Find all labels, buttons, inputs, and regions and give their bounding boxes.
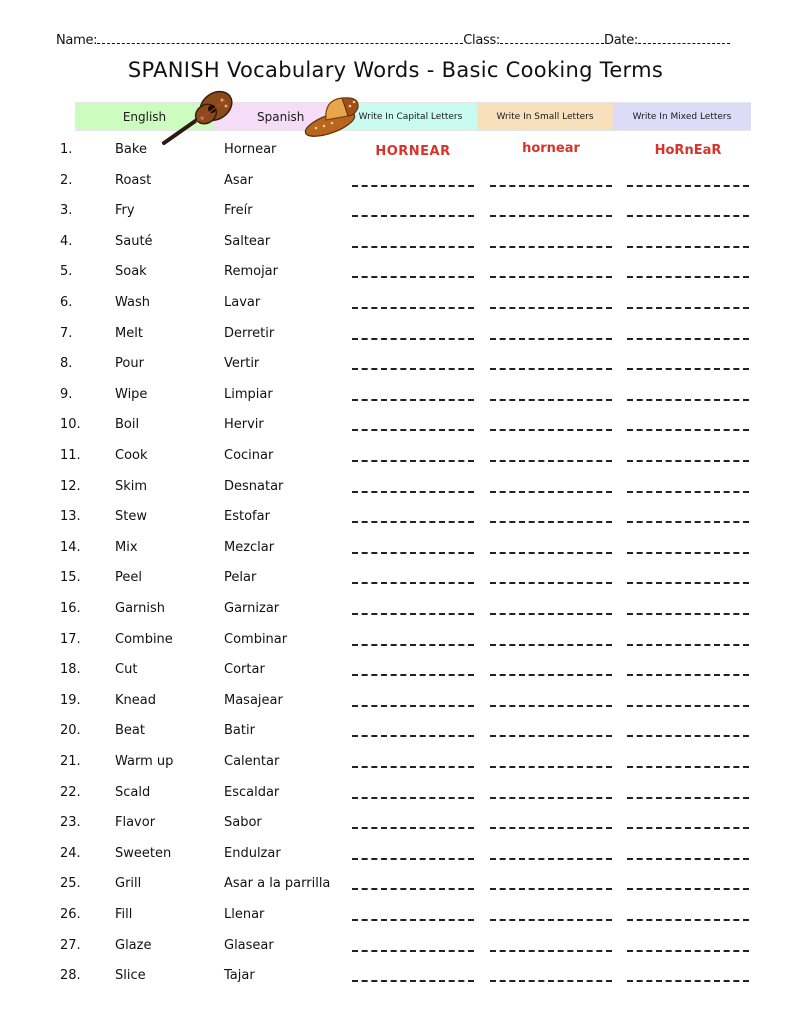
english-word: Mix — [115, 539, 138, 555]
row-number: 22. — [60, 784, 81, 800]
capital-letters-blank[interactable] — [352, 552, 474, 554]
english-word: Wash — [115, 295, 151, 310]
vocab-row — [0, 171, 791, 193]
small-letters-blank[interactable] — [490, 399, 612, 401]
capital-letters-blank[interactable] — [352, 521, 474, 523]
mixed-letters-blank[interactable] — [627, 460, 749, 462]
mixed-letters-blank[interactable] — [627, 613, 749, 615]
english-word: Beat — [115, 723, 145, 739]
capital-letters-blank[interactable] — [352, 368, 474, 370]
mixed-letters-blank[interactable] — [627, 705, 749, 707]
spanish-word: Pelar — [224, 570, 257, 586]
header-spanish: Spanish — [214, 103, 344, 130]
english-word: Bake — [115, 142, 147, 157]
guitar-icon — [156, 88, 236, 148]
capital-letters-blank[interactable] — [352, 674, 474, 676]
name-label: Name: — [56, 33, 98, 48]
spanish-word: Tajar — [224, 968, 255, 984]
small-letters-blank[interactable] — [490, 491, 612, 493]
header-small-letters: Write In Small Letters — [477, 103, 613, 130]
row-number: 18. — [60, 662, 81, 678]
header-mixed-letters: Write In Mixed Letters — [613, 103, 751, 130]
english-word: Pour — [115, 356, 144, 372]
row-number: 5. — [60, 264, 73, 280]
small-letters-blank[interactable] — [490, 582, 612, 584]
vocab-row — [0, 293, 791, 315]
row-number: 8. — [60, 356, 73, 372]
header-english: English — [75, 103, 214, 130]
spanish-word: Freír — [224, 203, 253, 219]
mixed-letters-blank[interactable] — [627, 552, 749, 554]
capital-letters-blank[interactable] — [352, 460, 474, 462]
spanish-word: Combinar — [224, 631, 288, 647]
row-number: 23. — [60, 815, 81, 831]
row-number: 2. — [60, 172, 73, 188]
vocab-row — [0, 905, 791, 927]
vocab-row — [0, 385, 791, 407]
row-number: 4. — [60, 233, 73, 249]
spanish-word: Remojar — [224, 264, 278, 280]
spanish-word: Escaldar — [224, 784, 280, 800]
mixed-letters-blank[interactable] — [627, 368, 749, 370]
mixed-letters-blank[interactable] — [627, 399, 749, 401]
row-number: 20. — [60, 723, 81, 739]
small-letters-blank[interactable] — [490, 276, 612, 278]
row-number: 13. — [60, 509, 81, 525]
mixed-letters-blank[interactable] — [627, 185, 749, 187]
vocab-row — [0, 783, 791, 805]
vocab-row — [0, 630, 791, 652]
capital-letters-blank[interactable] — [352, 338, 474, 340]
spanish-word: Masajear — [224, 692, 283, 708]
capital-letters-blank[interactable] — [352, 582, 474, 584]
english-word: Sweeten — [115, 845, 172, 861]
english-word: Roast — [115, 172, 152, 188]
vocab-row — [0, 507, 791, 529]
english-word: Fill — [115, 907, 133, 922]
mixed-letters-blank[interactable] — [627, 246, 749, 248]
row-number: 1. — [60, 142, 73, 157]
english-word: Melt — [115, 325, 143, 341]
mixed-letters-blank[interactable] — [627, 338, 749, 340]
english-word: Fry — [115, 203, 135, 219]
spanish-word: Saltear — [224, 233, 271, 249]
english-word: Soak — [115, 264, 147, 280]
english-word: Warm up — [115, 754, 174, 769]
small-letters-blank[interactable] — [490, 827, 612, 829]
capital-letters-blank[interactable] — [352, 980, 474, 982]
spanish-word: Desnatar — [224, 478, 284, 494]
english-word: Slice — [115, 968, 146, 984]
capital-letters-blank[interactable] — [352, 858, 474, 860]
vocab-row — [0, 874, 791, 896]
spanish-word: Llenar — [224, 907, 265, 922]
capital-letters-blank[interactable] — [352, 491, 474, 493]
mixed-letters-blank[interactable] — [627, 644, 749, 646]
english-word: Cut — [115, 662, 138, 678]
date-field[interactable] — [638, 32, 730, 44]
english-word: Sauté — [115, 233, 153, 249]
row-number: 9. — [60, 386, 73, 402]
mixed-letters-blank[interactable] — [627, 980, 749, 982]
mixed-letters-blank[interactable] — [627, 674, 749, 676]
vocab-row — [0, 936, 791, 958]
small-letters-blank[interactable] — [490, 368, 612, 370]
english-word: Wipe — [115, 386, 148, 402]
vocab-row — [0, 752, 791, 774]
capital-letters-blank[interactable] — [352, 950, 474, 952]
spanish-word: Asar — [224, 172, 253, 188]
capital-letters-blank[interactable] — [352, 399, 474, 401]
row-number: 21. — [60, 754, 81, 769]
mixed-letters-blank[interactable] — [627, 276, 749, 278]
spanish-word: Endulzar — [224, 845, 281, 861]
row-number: 19. — [60, 692, 81, 708]
english-word: Cook — [115, 448, 148, 463]
english-word: Grill — [115, 876, 142, 892]
english-word: Stew — [115, 509, 147, 525]
vocab-row — [0, 324, 791, 346]
row-number: 28. — [60, 968, 81, 984]
row-number: 17. — [60, 631, 81, 647]
english-word: Flavor — [115, 815, 156, 831]
row-number: 10. — [60, 417, 81, 433]
small-letters-blank[interactable] — [490, 307, 612, 309]
vocab-row — [0, 660, 791, 682]
small-letters-blank[interactable] — [490, 644, 612, 646]
small-letters-blank[interactable] — [490, 674, 612, 676]
class-field[interactable] — [500, 32, 604, 44]
english-word: Skim — [115, 478, 148, 494]
capital-letters-blank[interactable] — [352, 307, 474, 309]
spanish-word: Cocinar — [224, 448, 274, 463]
mixed-letters-blank[interactable] — [627, 950, 749, 952]
spanish-word: Calentar — [224, 754, 280, 769]
spanish-word: Batir — [224, 723, 255, 739]
mixed-letters-blank[interactable] — [627, 735, 749, 737]
english-word: Combine — [115, 631, 173, 647]
vocab-row — [0, 232, 791, 254]
spanish-word: Hervir — [224, 417, 264, 433]
vocab-row — [0, 415, 791, 437]
capital-letters-blank[interactable] — [352, 613, 474, 615]
spanish-word: Vertir — [224, 356, 260, 372]
vocab-row — [0, 262, 791, 284]
english-word: Boil — [115, 417, 140, 433]
row-number: 14. — [60, 539, 81, 555]
vocab-row — [0, 568, 791, 590]
small-letters-blank[interactable] — [490, 460, 612, 462]
mixed-letters-blank[interactable] — [627, 797, 749, 799]
spanish-word: Estofar — [224, 509, 270, 525]
row-number: 6. — [60, 295, 73, 310]
english-word: Garnish — [115, 601, 166, 616]
small-letters-blank[interactable] — [490, 797, 612, 799]
english-word: Scald — [115, 784, 151, 800]
english-word: Glaze — [115, 937, 152, 953]
small-letters-blank[interactable] — [490, 858, 612, 860]
capital-letters-blank[interactable] — [352, 797, 474, 799]
mixed-letters-blank[interactable] — [627, 215, 749, 217]
spanish-word: Cortar — [224, 662, 265, 678]
row-number: 25. — [60, 876, 81, 892]
vocab-row — [0, 721, 791, 743]
spanish-word: Lavar — [224, 295, 261, 310]
small-letters-blank[interactable] — [490, 705, 612, 707]
spanish-word: Sabor — [224, 815, 262, 831]
capital-letters-blank[interactable] — [352, 644, 474, 646]
vocab-row — [0, 966, 791, 988]
mixed-letters-blank[interactable] — [627, 582, 749, 584]
spanish-word: Glasear — [224, 937, 274, 953]
vocab-row — [0, 354, 791, 376]
small-letters-blank[interactable] — [490, 888, 612, 890]
spanish-word: Garnizar — [224, 601, 280, 616]
small-letters-blank[interactable] — [490, 980, 612, 982]
student-info-line — [56, 32, 748, 48]
capital-letters-blank[interactable] — [352, 888, 474, 890]
header-capital-letters: Write In Capital Letters — [344, 103, 477, 130]
row-number: 26. — [60, 907, 81, 922]
example-mixed: HoRnEaR — [654, 143, 722, 158]
small-letters-blank[interactable] — [490, 552, 612, 554]
row-number: 12. — [60, 478, 81, 494]
capital-letters-blank[interactable] — [352, 185, 474, 187]
small-letters-blank[interactable] — [490, 185, 612, 187]
small-letters-blank[interactable] — [490, 950, 612, 952]
vocab-row — [0, 140, 791, 162]
row-number: 11. — [60, 448, 81, 463]
mixed-letters-blank[interactable] — [627, 919, 749, 921]
small-letters-blank[interactable] — [490, 613, 612, 615]
mixed-letters-blank[interactable] — [627, 888, 749, 890]
small-letters-blank[interactable] — [490, 338, 612, 340]
capital-letters-blank[interactable] — [352, 919, 474, 921]
worksheet-title: SPANISH Vocabulary Words - Basic Cooking Terms — [127, 58, 664, 82]
row-number: 16. — [60, 601, 81, 616]
small-letters-blank[interactable] — [490, 919, 612, 921]
small-letters-blank[interactable] — [490, 215, 612, 217]
mixed-letters-blank[interactable] — [627, 827, 749, 829]
vocab-row — [0, 813, 791, 835]
capital-letters-blank[interactable] — [352, 215, 474, 217]
spanish-word: Hornear — [224, 142, 277, 157]
capital-letters-blank[interactable] — [352, 827, 474, 829]
class-label: Class: — [463, 33, 501, 48]
capital-letters-blank[interactable] — [352, 276, 474, 278]
english-word: Knead — [115, 692, 156, 708]
spanish-word: Asar a la parrilla — [224, 876, 331, 892]
name-field[interactable] — [97, 32, 463, 44]
small-letters-blank[interactable] — [490, 735, 612, 737]
mixed-letters-blank[interactable] — [627, 491, 749, 493]
vocab-row — [0, 691, 791, 713]
vocab-row — [0, 477, 791, 499]
capital-letters-blank[interactable] — [352, 705, 474, 707]
mixed-letters-blank[interactable] — [627, 766, 749, 768]
spanish-word: Limpiar — [224, 386, 273, 402]
vocab-row — [0, 599, 791, 621]
mixed-letters-blank[interactable] — [627, 307, 749, 309]
vocab-row — [0, 446, 791, 468]
example-capital: HORNEAR — [375, 144, 451, 159]
english-word: Peel — [115, 570, 142, 586]
row-number: 15. — [60, 570, 81, 586]
small-letters-blank[interactable] — [490, 429, 612, 431]
capital-letters-blank[interactable] — [352, 735, 474, 737]
mixed-letters-blank[interactable] — [627, 858, 749, 860]
spanish-word: Mezclar — [224, 539, 275, 555]
small-letters-blank[interactable] — [490, 521, 612, 523]
row-number: 27. — [60, 937, 81, 953]
sombrero-icon — [302, 92, 364, 138]
mixed-letters-blank[interactable] — [627, 429, 749, 431]
vocab-row — [0, 844, 791, 866]
small-letters-blank[interactable] — [490, 246, 612, 248]
row-number: 7. — [60, 325, 73, 341]
capital-letters-blank[interactable] — [352, 766, 474, 768]
vocab-row — [0, 538, 791, 560]
row-number: 3. — [60, 203, 73, 219]
capital-letters-blank[interactable] — [352, 246, 474, 248]
example-small: hornear — [522, 141, 580, 156]
row-number: 24. — [60, 845, 81, 861]
spanish-word: Derretir — [224, 325, 275, 341]
vocab-row — [0, 201, 791, 223]
small-letters-blank[interactable] — [490, 766, 612, 768]
mixed-letters-blank[interactable] — [627, 521, 749, 523]
date-label: Date: — [604, 33, 638, 48]
capital-letters-blank[interactable] — [352, 429, 474, 431]
